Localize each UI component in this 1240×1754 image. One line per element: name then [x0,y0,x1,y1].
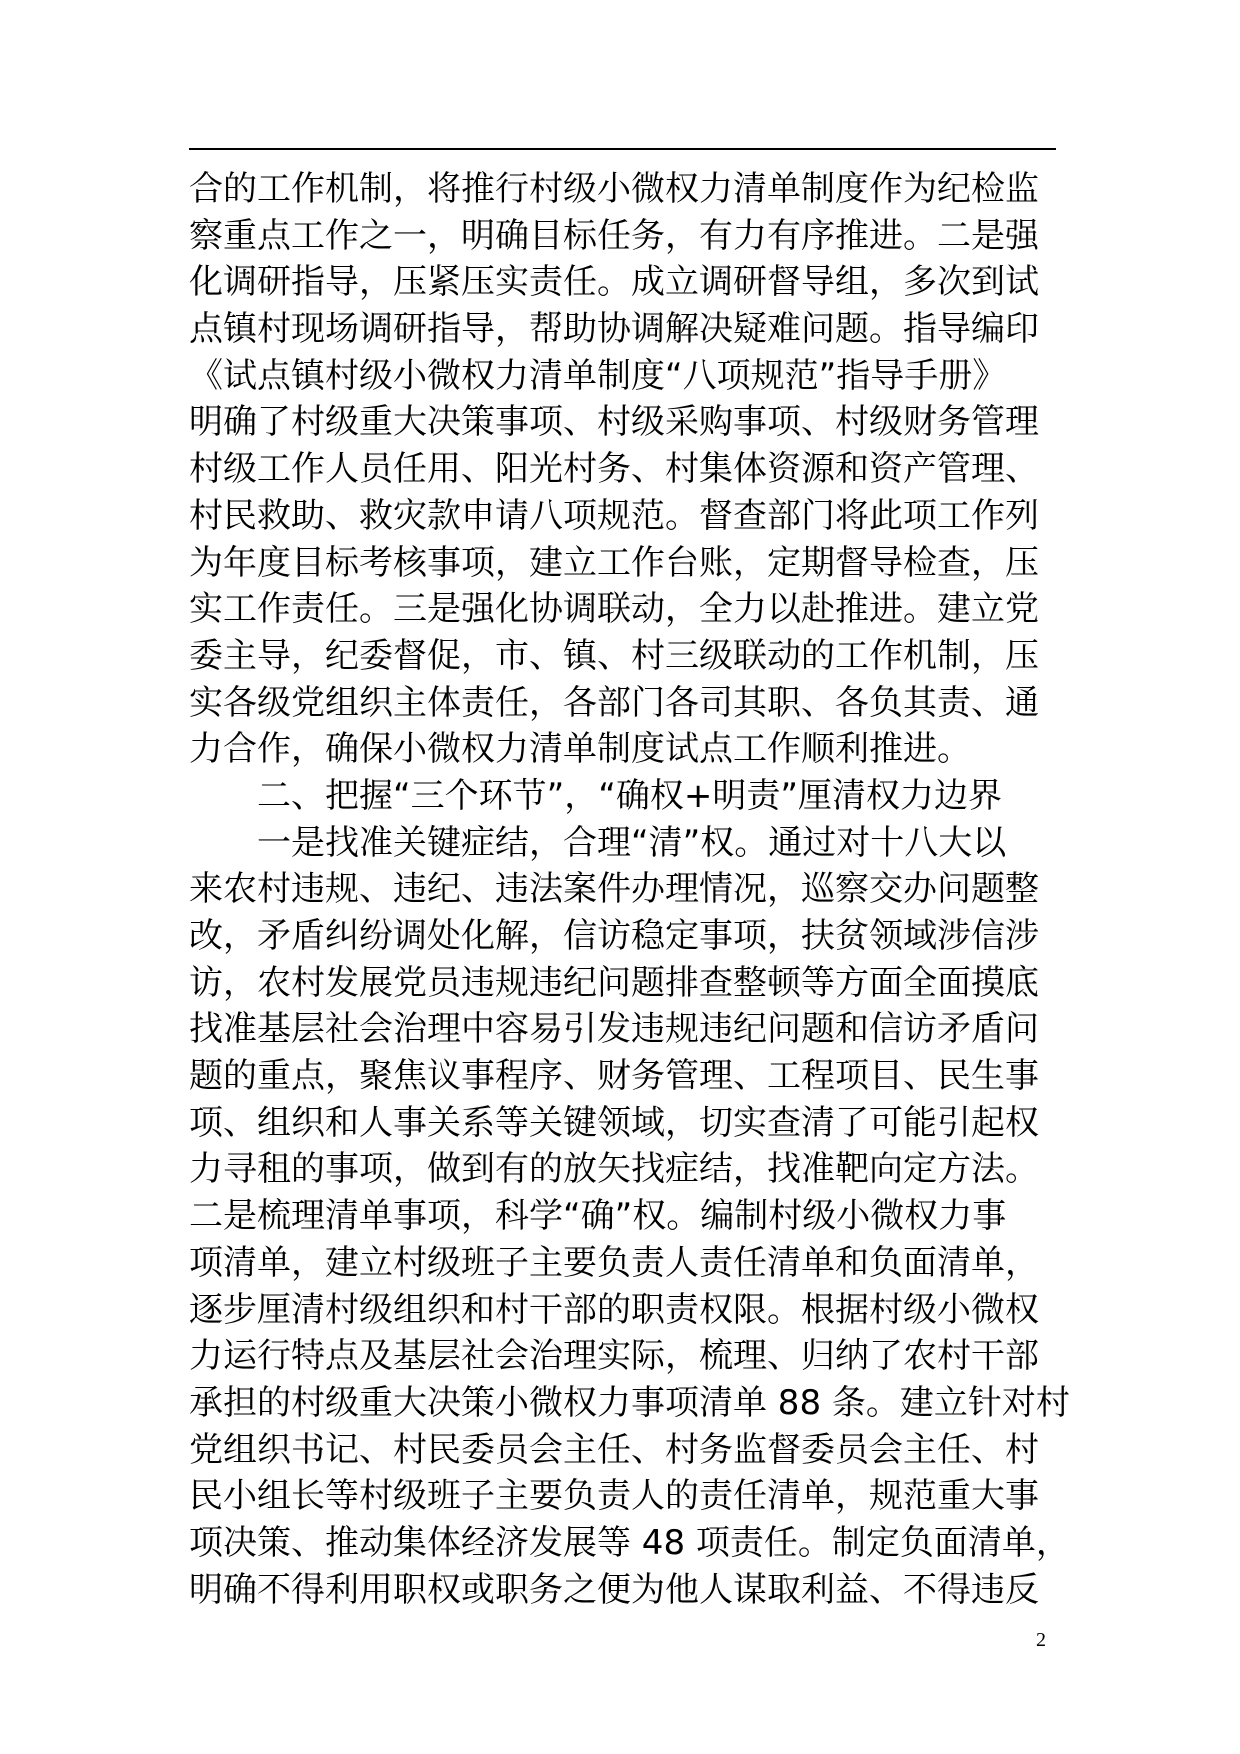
text-line: 村民救助、救灾款申请八项规范。督查部门将此项工作列 [189,495,1039,536]
text-line: 访，农村发展党员违规违纪问题排查整顿等方面全面摸底 [189,962,1039,1003]
text-line: 明确不得利用职权或职务之便为他人谋取利益、不得违反 [189,1569,1039,1610]
text-line: 点镇村现场调研指导，帮助协调解决疑难问题。指导编印 [189,309,1039,350]
text-line: 民小组长等村级班子主要负责人的责任清单，规范重大事 [189,1476,1039,1517]
text-line: 合的工作机制，将推行村级小微权力清单制度作为纪检监 [189,169,1039,209]
text-line: 为年度目标考核事项，建立工作台账，定期督导检查，压 [189,542,1039,583]
text-line: 力寻租的事项，做到有的放矢找症结，找准靶向定方法。 [189,1149,1039,1190]
text-line: 项、组织和人事关系等关键领域，切实查清了可能引起权 [189,1102,1039,1143]
section-heading: 二、把握“三个环节”，“确权+明责”厘清权力边界 [257,775,1002,816]
text-line: 察重点工作之一，明确目标任务，有力有序推进。二是强 [189,215,1039,256]
text-line: 化调研指导，压紧压实责任。成立调研督导组，多次到试 [189,262,1039,303]
text-line: 明确了村级重大决策事项、村级采购事项、村级财务管理 [189,402,1039,443]
text-line: 一是找准关键症结，合理“清”权。通过对十八大以 [257,822,1007,863]
text-line: 承担的村级重大决策小微权力事项清单 88 条。建立针对村 [189,1382,1070,1423]
text-line: 二是梳理清单事项，科学“确”权。编制村级小微权力事 [189,1196,1007,1237]
text-line: 实工作责任。三是强化协调联动，全力以赴推进。建立党 [189,589,1039,630]
text-line: 逐步厘清村级组织和村干部的职责权限。根据村级小微权 [189,1289,1039,1330]
header-rule [189,148,1056,150]
text-line: 题的重点，聚焦议事程序、财务管理、工程项目、民生事 [189,1056,1039,1097]
text-line: 党组织书记、村民委员会主任、村务监督委员会主任、村 [189,1429,1039,1470]
text-line: 项决策、推动集体经济发展等 48 项责任。制定负面清单， [189,1522,1070,1563]
text-line: 改，矛盾纠纷调处化解，信访稳定事项，扶贫领域涉信涉 [189,916,1039,956]
text-line: 力合作，确保小微权力清单制度试点工作顺利推进。 [189,729,971,770]
body-text [189,166,1070,1613]
text-line: 村级工作人员任用、阳光村务、村集体资源和资产管理、 [189,449,1039,490]
text-line: 《试点镇村级小微权力清单制度“八项规范”指导手册》 [189,355,1007,396]
text-line: 项清单，建立村级班子主要负责人责任清单和负面清单， [189,1242,1039,1283]
text-line: 力运行特点及基层社会治理实际，梳理、归纳了农村干部 [189,1336,1039,1377]
text-line: 找准基层社会治理中容易引发违规违纪问题和信访矛盾问 [189,1009,1039,1050]
text-line: 实各级党组织主体责任，各部门各司其职、各负其责、通 [189,682,1039,723]
text-line: 委主导，纪委督促，市、镇、村三级联动的工作机制，压 [189,635,1039,676]
text-line: 来农村违规、违纪、违法案件办理情况，巡察交办问题整 [189,869,1039,910]
page-number: 2 [1036,1629,1046,1651]
